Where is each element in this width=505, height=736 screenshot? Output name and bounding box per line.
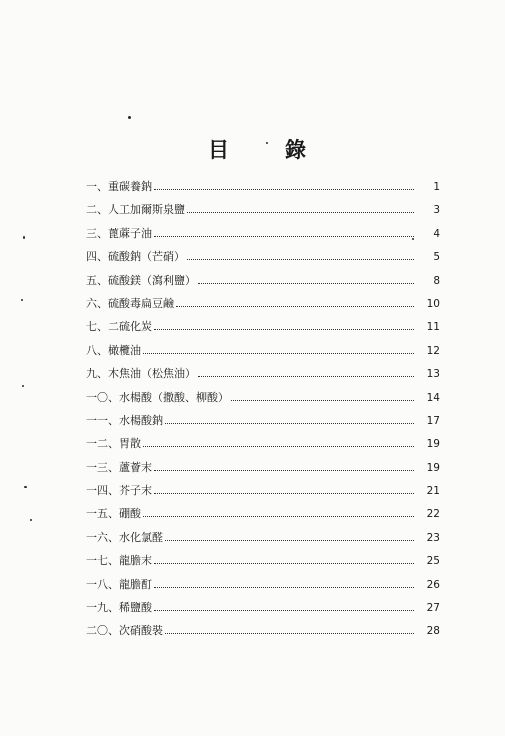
dot-leader <box>165 633 414 634</box>
dot-leader <box>154 493 414 494</box>
toc-entry-title: 七、二硫化炭 <box>86 320 152 334</box>
toc-entry-title: 二、人工加爾斯泉鹽 <box>86 203 185 217</box>
scan-speck <box>266 142 268 144</box>
toc-entry <box>86 367 440 390</box>
toc-page-number: 25 <box>426 555 440 568</box>
table-of-contents <box>86 180 440 648</box>
scan-speck <box>24 486 27 488</box>
toc-page-number: 26 <box>426 578 440 591</box>
dot-leader <box>198 376 414 377</box>
toc-entry-title: 一〇、水楊酸（撒酸、柳酸） <box>86 390 229 404</box>
toc-page-number: 10 <box>426 297 440 310</box>
toc-entry-title: 一、重碳養鈉 <box>86 180 152 193</box>
toc-entry-title: 一九、稀鹽酸 <box>86 601 152 615</box>
toc-entry-title: 一一、水楊酸鈉 <box>86 413 163 427</box>
toc-page-number: 27 <box>426 602 440 615</box>
dot-leader <box>154 329 414 330</box>
scan-speck <box>21 299 23 301</box>
toc-page-number: 19 <box>426 438 440 451</box>
toc-entry <box>86 180 440 203</box>
toc-entry <box>86 274 440 297</box>
toc-entry <box>86 578 440 601</box>
toc-entry <box>86 414 440 437</box>
toc-entry-title: 八、橄欖油 <box>86 343 141 357</box>
dot-leader <box>165 540 414 541</box>
scan-speck <box>23 236 25 239</box>
dot-leader <box>176 306 414 307</box>
dot-leader <box>187 212 414 213</box>
toc-page-number: 11 <box>426 321 440 334</box>
toc-page-number: 28 <box>426 625 440 638</box>
dot-leader <box>198 283 414 284</box>
page-title <box>0 134 505 164</box>
toc-entry <box>86 507 440 530</box>
toc-entry <box>86 250 440 273</box>
toc-page-number: 19 <box>426 461 440 474</box>
toc-entry <box>86 554 440 577</box>
dot-leader <box>143 353 414 354</box>
toc-entry <box>86 484 440 507</box>
scan-speck <box>22 385 24 387</box>
toc-entry-title: 一八、龍膽酊 <box>86 577 152 591</box>
toc-page-number: 21 <box>426 485 440 498</box>
toc-page-number: 4 <box>433 227 440 240</box>
toc-page-number: 8 <box>433 274 440 287</box>
title-char-1: 目 <box>208 137 229 162</box>
toc-entry <box>86 391 440 414</box>
dot-leader <box>154 470 414 471</box>
toc-entry-title: 一五、硼酸 <box>86 507 141 521</box>
dot-leader <box>187 259 414 260</box>
toc-entry-title: 九、木焦油（松焦油） <box>86 367 196 381</box>
dot-leader <box>143 516 414 517</box>
toc-entry-title: 一七、龍膽末 <box>86 554 152 568</box>
toc-page-number: 13 <box>426 368 440 381</box>
dot-leader <box>154 236 414 237</box>
toc-page-number: 22 <box>426 508 440 521</box>
toc-entry <box>86 203 440 226</box>
toc-page-number: 5 <box>433 251 440 264</box>
toc-entry-title: 二〇、次硝酸裝 <box>86 624 163 638</box>
toc-entry-title: 六、硫酸毒扁豆鹼 <box>86 296 174 310</box>
toc-entry <box>86 624 440 647</box>
toc-entry-title: 一二、胃散 <box>86 437 141 451</box>
dot-leader <box>154 610 414 611</box>
toc-page-number: 23 <box>426 531 440 544</box>
dot-leader <box>231 400 414 401</box>
toc-page-number: 1 <box>433 181 440 193</box>
toc-page-number: 17 <box>426 414 440 427</box>
toc-entry-title: 三、蓖蔴子油 <box>86 226 152 240</box>
toc-entry-title: 一三、蘆薈末 <box>86 460 152 474</box>
dot-leader <box>154 189 414 190</box>
toc-page-number: 3 <box>433 204 440 217</box>
title-char-2: 錄 <box>285 137 306 162</box>
toc-entry-title: 四、硫酸鈉（芒硝） <box>86 250 185 264</box>
toc-entry <box>86 227 440 250</box>
scan-speck <box>30 519 32 521</box>
toc-entry <box>86 320 440 343</box>
toc-entry-title: 五、硫酸鎂（瀉利鹽） <box>86 273 196 287</box>
scan-speck <box>412 238 414 240</box>
dot-leader <box>165 423 414 424</box>
toc-entry <box>86 437 440 460</box>
scan-speck <box>128 116 131 119</box>
toc-entry <box>86 344 440 367</box>
dot-leader <box>154 587 414 588</box>
dot-leader <box>154 563 414 564</box>
toc-entry-title: 一六、水化氯醛 <box>86 530 163 544</box>
toc-page-number: 14 <box>426 391 440 404</box>
dot-leader <box>143 446 414 447</box>
toc-entry <box>86 297 440 320</box>
toc-entry <box>86 461 440 484</box>
toc-page-number: 12 <box>426 344 440 357</box>
toc-entry-title: 一四、芥子末 <box>86 484 152 498</box>
toc-entry <box>86 601 440 624</box>
toc-entry <box>86 531 440 554</box>
